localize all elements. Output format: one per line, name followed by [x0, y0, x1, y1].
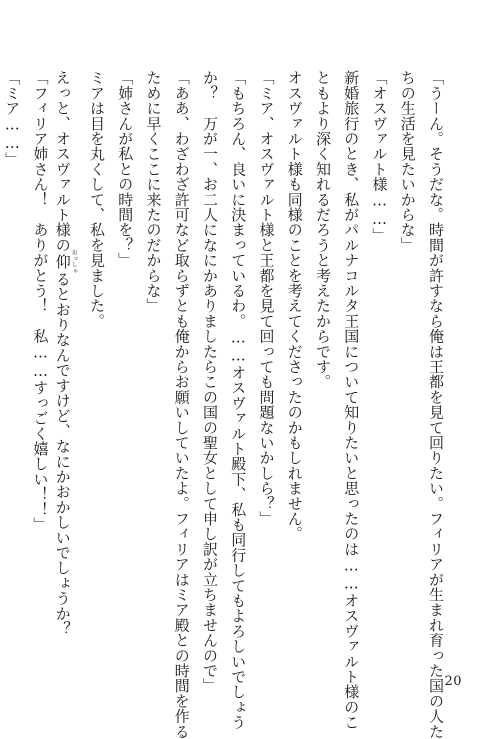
text-line: 「姉さんが私との時間を？」: [116, 70, 135, 268]
ruby-before: えっと、オスヴァルト様の: [53, 70, 72, 253]
page-number: 20: [444, 674, 462, 689]
ruby-reading: おっしゃ: [70, 249, 78, 275]
text-line: か？ 万が一、お二人になにかありましたらこの国の聖女として申し訳が立ちませんので」: [201, 70, 219, 694]
text-line: 新婚旅行のとき、私がパルナコルタ王国について知りたいと思ったのは……オスヴァルト様のこ: [342, 70, 361, 730]
text-line: ちの生活を見たいからな」: [398, 70, 417, 253]
text-line-with-ruby: [53, 70, 78, 650]
text-line: ともより深く知れるだろうと考えたからです。: [314, 70, 332, 390]
text-line: 「フィリア姉さん！ ありがとう！ 私……すっごく嬉しい！！」: [31, 70, 50, 532]
text-line: ために早くここに来たのだからな」: [144, 70, 163, 314]
vertical-text-block: [0, 70, 445, 739]
text-line: 「ミア、オスヴァルト様と王都を見て回っても問題ないかしら？」: [257, 70, 276, 526]
text-line: 「うーん。そうだな。時間が許すなら俺は王都を見て回りたい。フィリアが生まれ育った国の人た: [427, 70, 445, 739]
text-line: 「もちろん、良いに決まっているわ。……オスヴァルト殿下、私も同行してもよろしいでしょう: [229, 70, 248, 730]
ruby-after: るとおりなんですけど、なにかおかしいでしょうか？: [53, 271, 72, 637]
ruby-base: 仰: [53, 249, 72, 275]
text-line: 「ミア……」: [3, 70, 22, 168]
text-line: 「オスヴァルト様……」: [370, 70, 389, 244]
text-line: 「ああ、わざわざ許可など取らずとも俺からお願いしていたよ。フィリアはミア殿との時間を作る: [172, 70, 191, 739]
text-line: オスヴァルト様も同様のことを考えてくださったのかもしれません。: [285, 70, 304, 542]
text-line: ミアは目を丸くして、私を見ました。: [88, 70, 106, 329]
ruby-word: [53, 249, 78, 275]
